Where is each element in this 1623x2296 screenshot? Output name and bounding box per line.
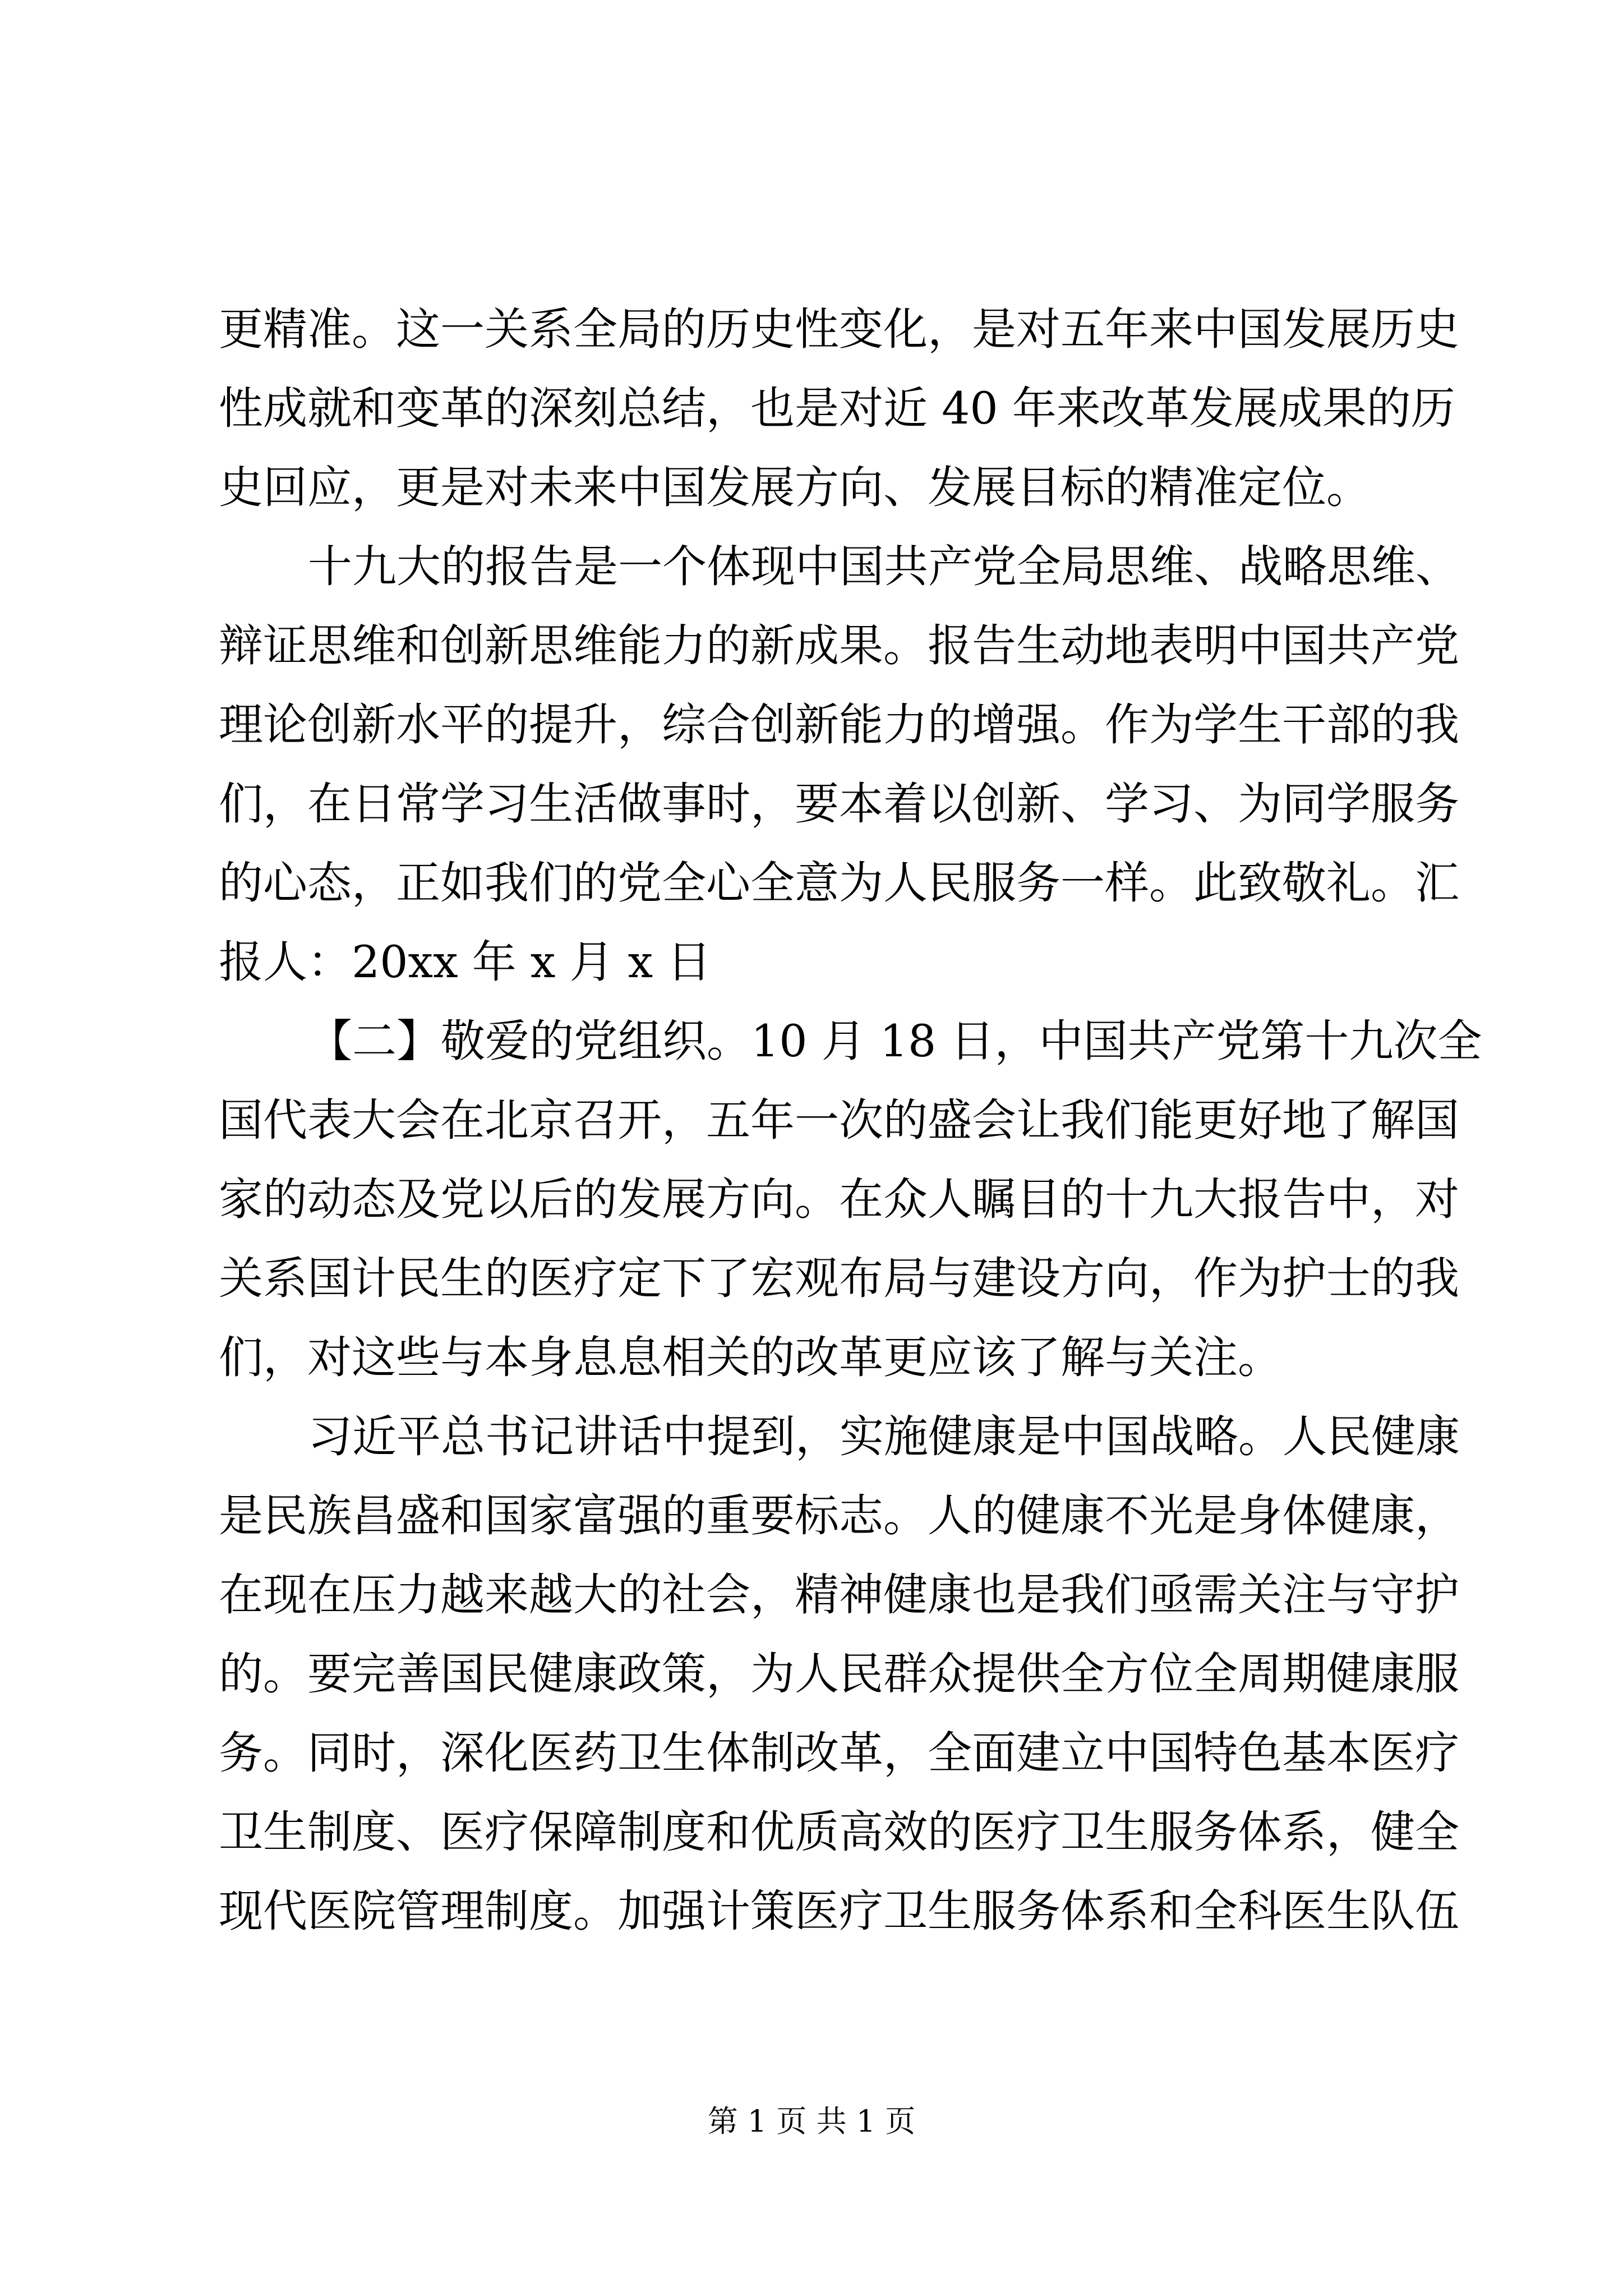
body-line-15: 习近平总书记讲话中提到，实施健康是中国战略。人民健康 [308, 1411, 1460, 1462]
page-number-footer: 第 1 页 共 1 页 [707, 2104, 916, 2139]
body-line-13: 关系国计民生的医疗定下了宏观布局与建设方向，作为护士的我 [219, 1253, 1459, 1304]
body-line-1: 更精准。这一关系全局的历史性变化，是对五年来中国发展历史 [219, 303, 1459, 355]
body-line-10: 【二】敬爱的党组织。10 月 18 日，中国共产党第十九次全 [308, 1015, 1482, 1067]
body-line-2: 性成就和变革的深刻总结，也是对近 40 年来改革发展成果的历 [219, 383, 1455, 434]
body-line-14: 们，对这些与本身息息相关的改革更应该了解与关注。 [219, 1332, 1282, 1383]
body-line-5: 辩证思维和创新思维能力的新成果。报告生动地表明中国共产党 [219, 620, 1459, 671]
body-line-19: 务。同时，深化医药卫生体制改革，全面建立中国特色基本医疗 [219, 1727, 1459, 1779]
body-line-21: 现代医院管理制度。加强计策医疗卫生服务体系和全科医生队伍 [219, 1885, 1459, 1937]
body-line-18: 的。要完善国民健康政策，为人民群众提供全方位全周期健康服 [219, 1648, 1459, 1700]
body-line-20: 卫生制度、医疗保障制度和优质高效的医疗卫生服务体系，健全 [219, 1806, 1459, 1858]
body-line-12: 家的动态及党以后的发展方向。在众人瞩目的十九大报告中，对 [219, 1174, 1459, 1225]
body-line-7: 们，在日常学习生活做事时，要本着以创新、学习、为同学服务 [219, 778, 1459, 830]
body-line-11: 国代表大会在北京召开，五年一次的盛会让我们能更好地了解国 [219, 1094, 1459, 1146]
body-line-16: 是民族昌盛和国家富强的重要标志。人的健康不光是身体健康， [219, 1490, 1459, 1542]
body-line-9: 报人：20xx 年 x 月 x 日 [219, 936, 712, 988]
body-line-17: 在现在压力越来越大的社会，精神健康也是我们亟需关注与守护 [219, 1569, 1459, 1621]
body-line-4: 十九大的报告是一个体现中国共产党全局思维、战略思维、 [308, 541, 1460, 592]
body-line-6: 理论创新水平的提升，综合创新能力的增强。作为学生干部的我 [219, 699, 1459, 751]
body-line-3: 史回应，更是对未来中国发展方向、发展目标的精准定位。 [219, 462, 1371, 513]
body-line-8: 的心态，正如我们的党全心全意为人民服务一样。此致敬礼。汇 [219, 857, 1459, 909]
